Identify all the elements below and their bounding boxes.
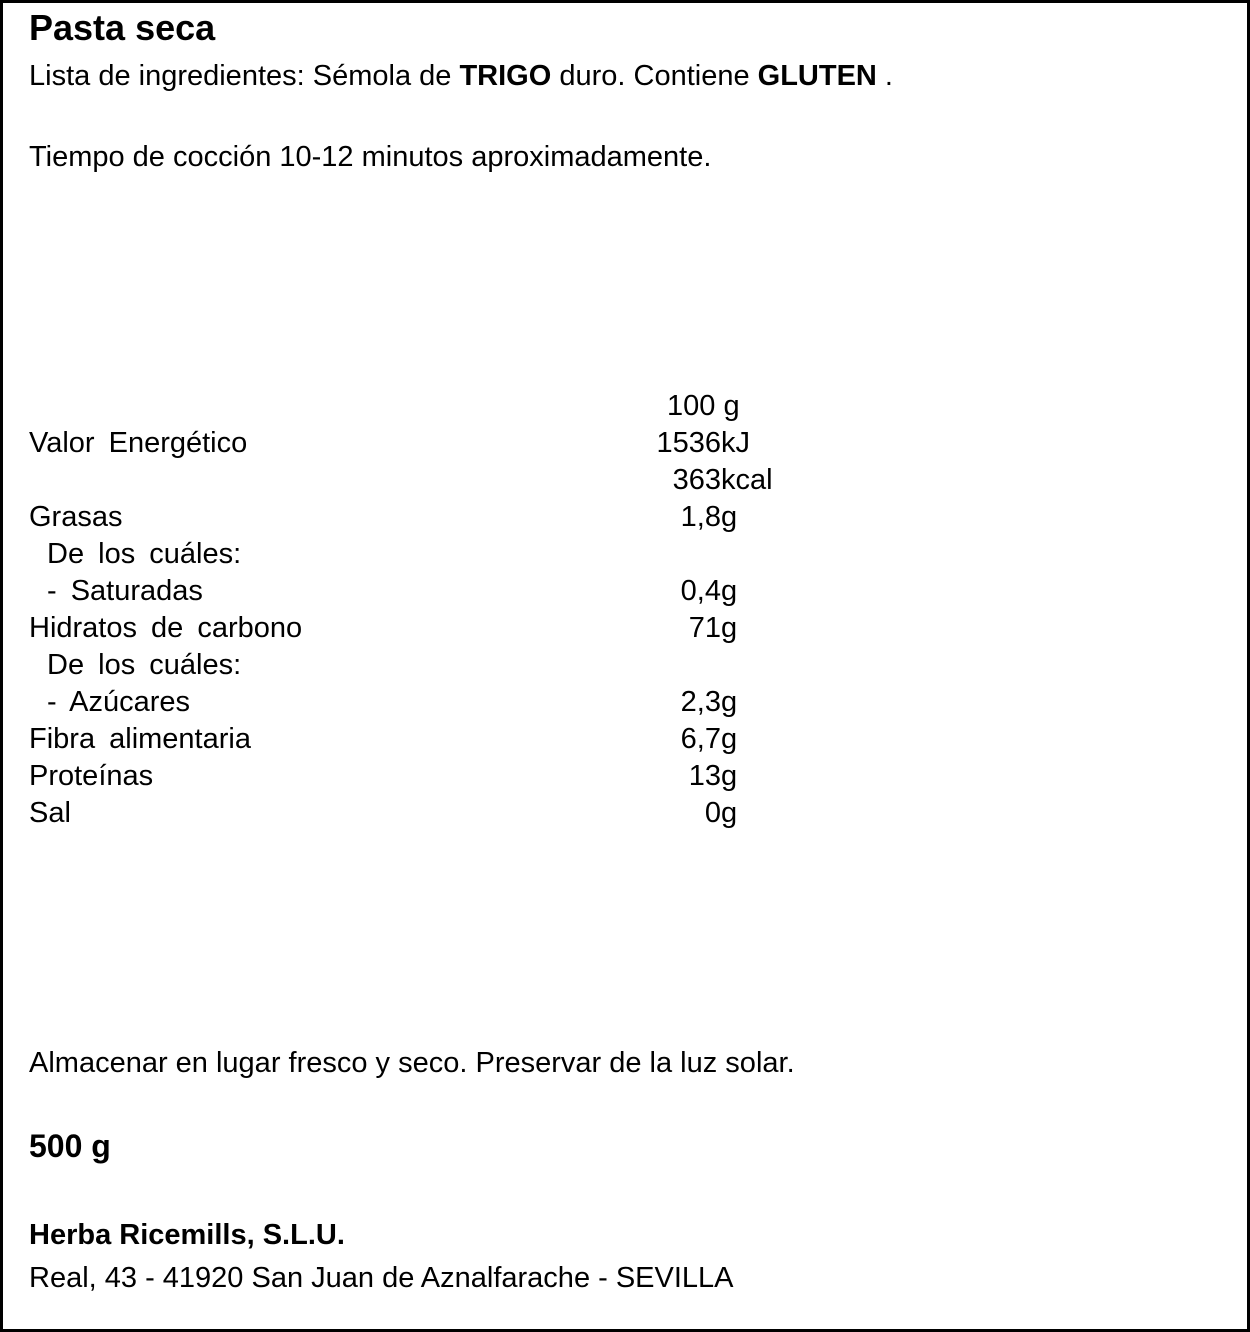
nutrient-value: 363	[672, 464, 721, 496]
nutrition-row-fat-subheading	[3, 535, 1250, 573]
nutrient-unit: g	[721, 686, 738, 718]
nutrient-unit: kJ	[721, 427, 750, 459]
nutrient-name: Grasas	[29, 501, 123, 533]
company-address: Real, 43 - 41920 San Juan de Aznalfarache - SEVILLA	[29, 1262, 734, 1294]
ingredients-prefix: Lista de ingredientes: Sémola de	[29, 60, 460, 92]
cooking-time: Tiempo de cocción 10-12 minutos aproximadamente.	[29, 141, 712, 173]
nutrition-per-header: 100 g	[667, 390, 740, 422]
allergen-gluten: GLUTEN	[757, 60, 877, 92]
nutrient-value: 0,4	[680, 575, 721, 607]
ingredients-line	[29, 59, 893, 93]
nutrition-row-salt	[3, 794, 1250, 832]
nutrition-row-saturated	[3, 572, 1250, 610]
net-weight: 500 g	[29, 1128, 111, 1164]
nutrient-name: Valor Energético	[29, 427, 248, 459]
ingredients-suffix: .	[876, 60, 893, 92]
nutrient-unit: g	[721, 723, 738, 755]
nutrient-value: 13	[688, 760, 721, 792]
nutrient-value: 6,7	[680, 723, 721, 755]
nutrient-name: - Azúcares	[47, 686, 190, 718]
nutrition-row-sugars	[3, 683, 1250, 721]
nutrition-row-energy-kj	[3, 424, 1250, 462]
nutrient-value: 0	[704, 797, 721, 829]
nutrient-unit: g	[721, 760, 738, 792]
nutrition-row-fibre	[3, 720, 1250, 758]
nutrient-name: Sal	[29, 797, 71, 829]
storage-instructions: Almacenar en lugar fresco y seco. Preservar de la luz solar.	[29, 1047, 795, 1079]
nutrient-unit: g	[721, 501, 738, 533]
nutrient-unit: g	[721, 797, 738, 829]
nutrition-row-carb-subheading	[3, 646, 1250, 684]
product-title: Pasta seca	[29, 7, 216, 48]
nutrient-name: De los cuáles:	[47, 538, 242, 570]
company-name: Herba Ricemills, S.L.U.	[29, 1219, 345, 1251]
nutrient-name: De los cuáles:	[47, 649, 242, 681]
nutrient-name: Proteínas	[29, 760, 154, 792]
nutrient-value: 1,8	[680, 501, 721, 533]
nutrient-name: - Saturadas	[47, 575, 203, 607]
nutrition-row-protein	[3, 757, 1250, 795]
nutrient-unit: kcal	[721, 464, 773, 496]
nutrient-value: 1536	[656, 427, 721, 459]
nutrition-row-energy-kcal	[3, 461, 1250, 499]
nutrient-value: 71	[688, 612, 721, 644]
nutrient-value: 2,3	[680, 686, 721, 718]
ingredients-middle: duro. Contiene	[551, 60, 758, 92]
nutrient-unit: g	[721, 612, 738, 644]
nutrient-name: Fibra alimentaria	[29, 723, 251, 755]
nutrient-unit: g	[721, 575, 738, 607]
allergen-trigo: TRIGO	[459, 60, 552, 92]
nutrition-row-fat	[3, 498, 1250, 536]
nutrient-name: Hidratos de carbono	[29, 612, 303, 644]
nutrition-row-carbohydrates	[3, 609, 1250, 647]
